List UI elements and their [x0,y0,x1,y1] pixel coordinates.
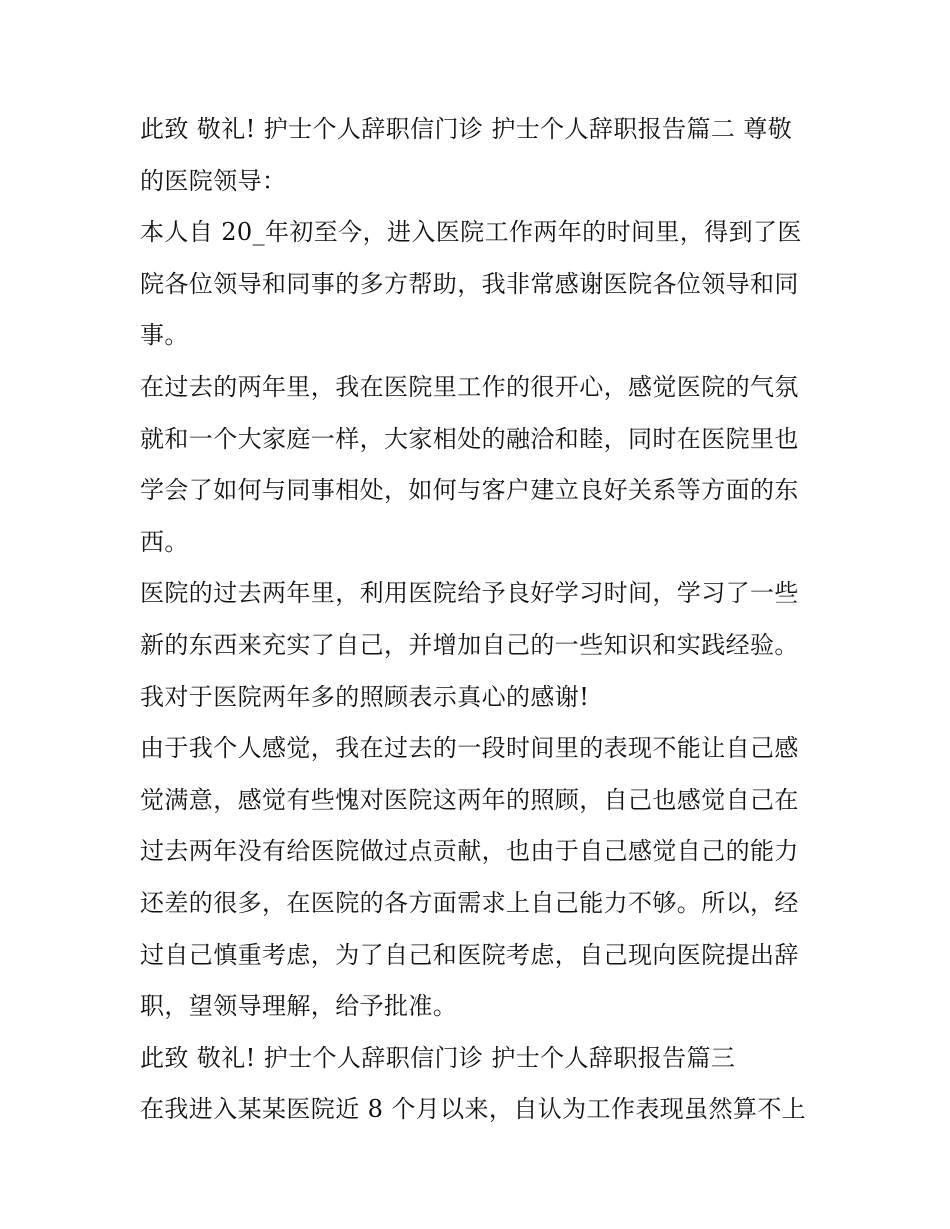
text-line: 西。 [140,527,189,556]
text-block [140,104,820,1136]
text-line: 院各位领导和同事的多方帮助，我非常感谢医院各位领导和同 [140,269,799,298]
text-line: 学会了如何与同事相处，如何与客户建立良好关系等方面的东 [140,476,799,505]
text-line: 医院的过去两年里，利用医院给予良好学习时间，学习了一些 [140,579,799,608]
text-line: 在过去的两年里，我在医院里工作的很开心，感觉医院的气氛 [140,372,799,401]
text-line: 过去两年没有给医院做过点贡献，也由于自己感觉自己的能力 [140,837,799,866]
text-line: 在我进入某某医院近 8 个月以来，自认为工作表现虽然算不上 [140,1095,807,1124]
text-line: 事。 [140,321,189,350]
text-line: 还差的很多，在医院的各方面需求上自己能力不够。所以，经 [140,888,799,917]
text-line: 觉满意，感觉有些愧对医院这两年的照顾，自己也感觉自己在 [140,785,799,814]
text-line: 我对于医院两年多的照顾表示真心的感谢! [140,682,590,711]
text-line: 职，望领导理解，给予批准。 [140,992,458,1021]
text-line: 就和一个大家庭一样，大家相处的融洽和睦，同时在医院里也 [140,424,799,453]
document-body [140,104,820,1136]
text-line: 本人自 20_年初至今，进入医院工作两年的时间里，得到了医 [140,218,802,247]
text-line: 过自己慎重考虑，为了自己和医院考虑，自己现向医院提出辞 [140,940,799,969]
text-line: 此致 敬礼! 护士个人辞职信门诊 护士个人辞职报告篇三 [140,1043,736,1072]
text-line: 的医院领导： [140,166,287,195]
text-line: 新的东西来充实了自己，并增加自己的一些知识和实践经验。 [140,630,799,659]
text-line: 此致 敬礼! 护士个人辞职信门诊 护士个人辞职报告篇二 尊敬 [140,115,793,143]
text-line: 由于我个人感觉，我在过去的一段时间里的表现不能让自己感 [140,734,799,763]
